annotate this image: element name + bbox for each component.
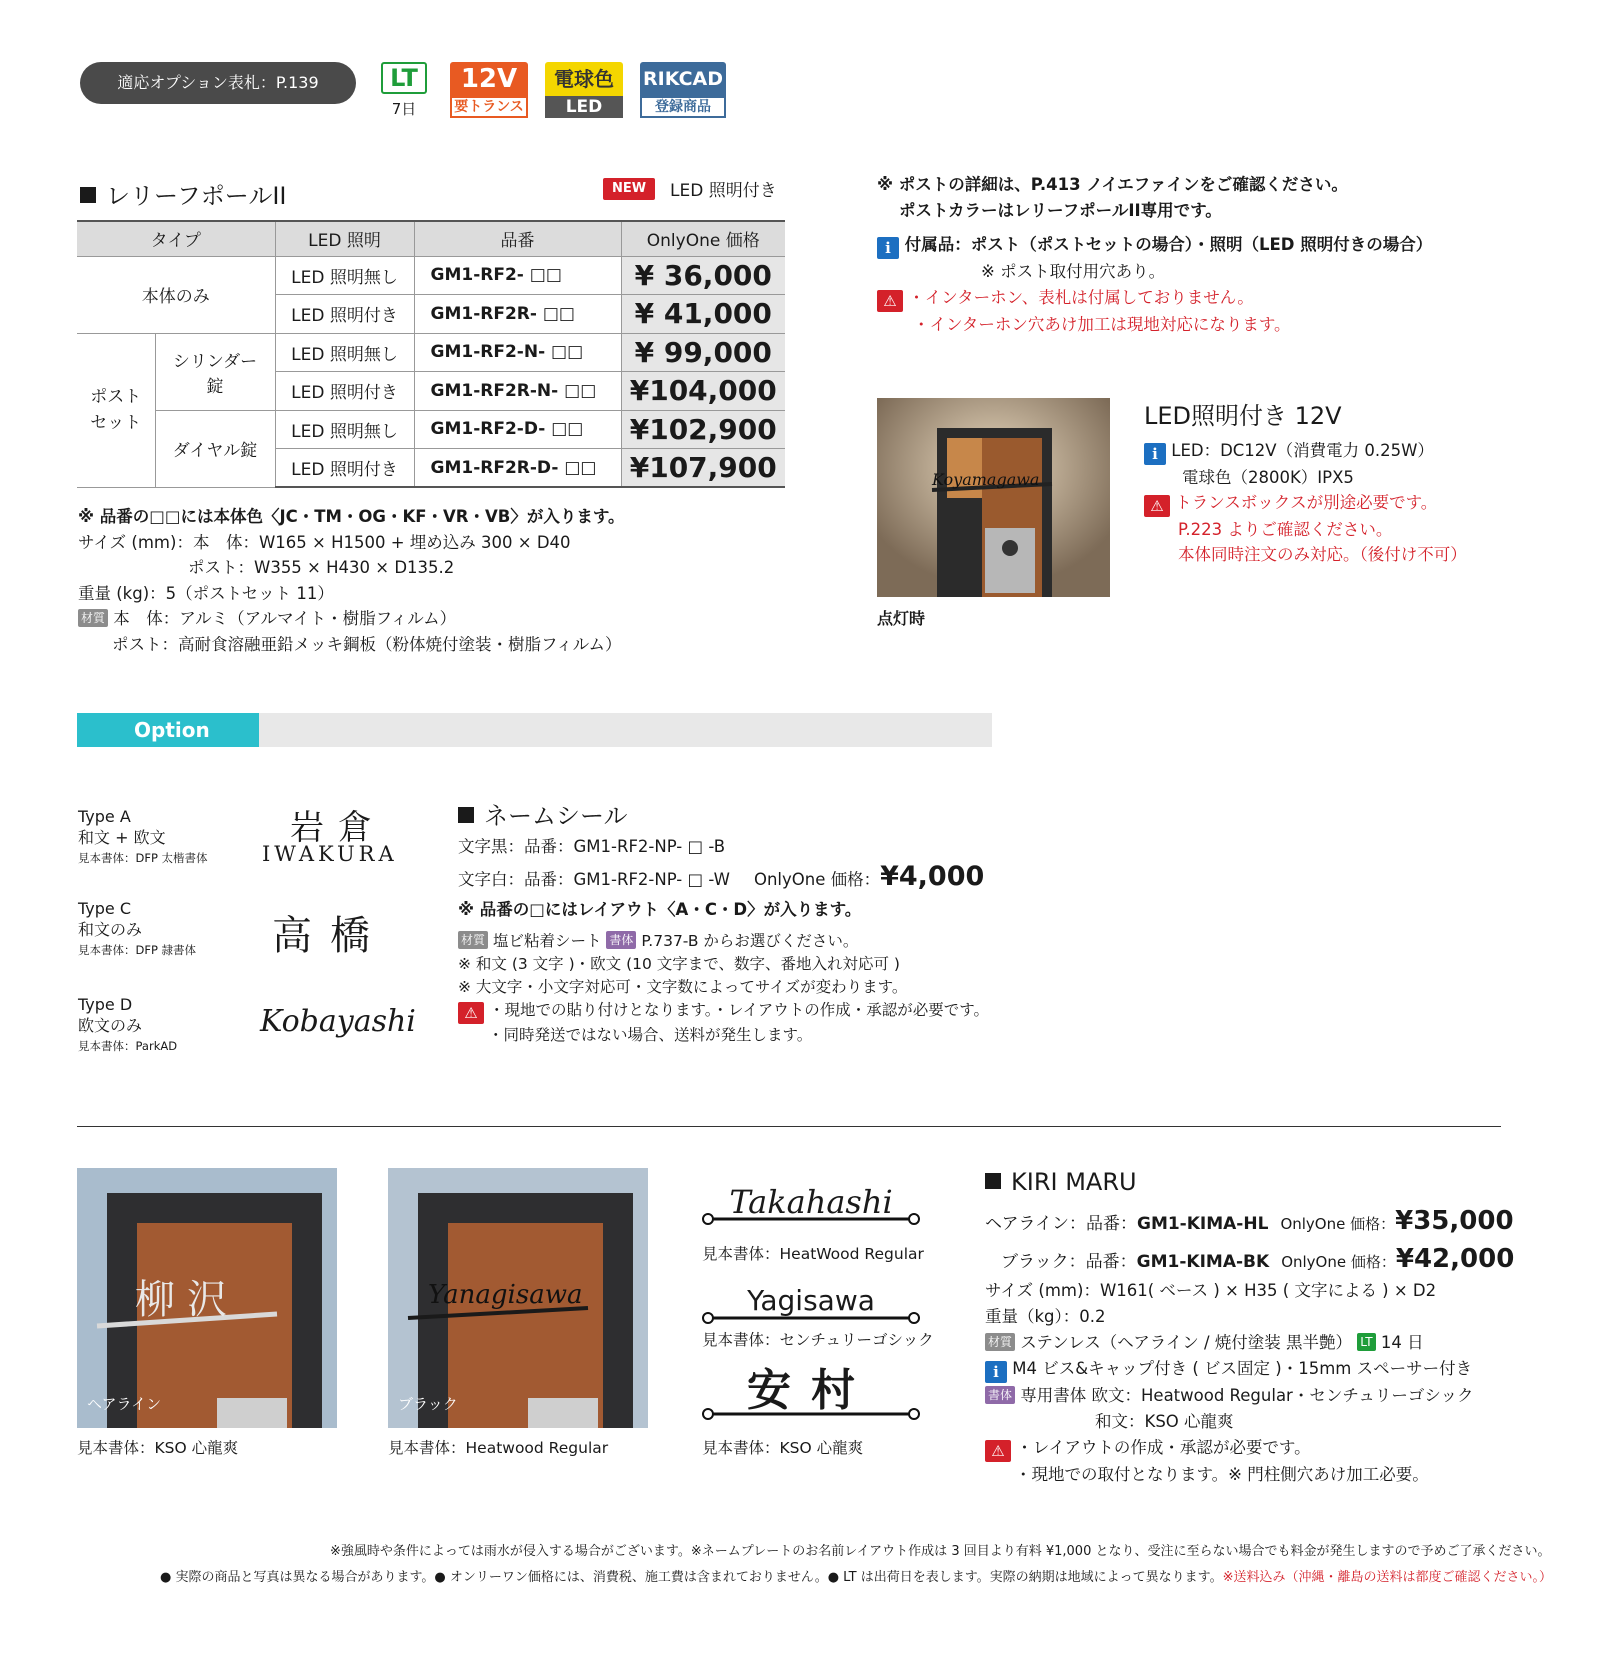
kirimaru-hairline-row: ヘアライン：品番：GM1-KIMA-HL OnlyOne 価格：¥35,000 [985,1206,1514,1236]
option-label: Option [77,713,259,747]
name-seal-material: 材質 塩ビ粘着シート 書体 P.737-B からお選びください。 [458,930,989,953]
black-plate-text: Yanagisawa [428,1280,583,1310]
plate-bar-icon [702,1408,920,1420]
name-seal-warn-1: ⚠ ・現地での貼り付けとなります。・レイアウトの作成・承認が必要です。 [458,999,989,1024]
accessory-sub: ※ ポスト取付用穴あり。 [981,262,1166,281]
led-warn-1: ⚠ トランスボックスが別途必要です。 [1144,490,1467,517]
type-c-sample-jp: 高橋 [272,913,388,959]
kirimaru-black-row: ブラック：品番：GM1-KIMA-BK OnlyOne 価格：¥42,000 [1001,1244,1515,1274]
square-bullet-icon [985,1173,1001,1189]
hairline-photo-label: ヘアライン [87,1395,162,1413]
name-seal-notes [458,930,989,1047]
warning-icon: ⚠ [1144,495,1170,517]
kirimaru-hairline-price: ¥35,000 [1395,1206,1514,1236]
name-seal-black: 文字黒：品番：GM1-RF2-NP- □ -B [458,837,726,856]
type-c-font: 見本書体：DFP 隷書体 [78,943,197,957]
type-a-sample-en: IWAKURA [262,842,398,866]
post-note-1: ※ ポストの詳細は、P.413 ノイエファインをご確認ください。 [877,175,1348,194]
material-post: ポスト：高耐食溶融亜鉛メッキ鋼板（粉体焼付塗装・樹脂フィルム） [112,634,622,654]
kirimaru-warn-2: ・現地での取付となります。※ 門柱側穴あけ加工必要。 [1015,1465,1429,1484]
kirimaru-black-photo [388,1168,648,1428]
info-icon: i [985,1361,1007,1383]
kirimaru-hairline-photo [77,1168,337,1428]
kirimaru-material: 材質 ステンレス（ヘアライン / 焼付塗装 黒半艶） LT 14 日 [985,1330,1474,1356]
rikcad-badge-sub: 登録商品 [640,96,726,118]
header-led: LED 照明 [275,221,414,256]
sample-takahashi-caption: 見本書体：HeatWood Regular [702,1245,924,1263]
black-photo-caption: 見本書体：Heatwood Regular [388,1439,609,1457]
header-type: タイプ [77,221,275,256]
type-a-font: 見本書体：DFP 太楷書体 [78,851,208,865]
type-d-sample-en: Kobayashi [260,1004,416,1039]
kirimaru-title: KIRI MARU [985,1168,1137,1196]
type-d-block [78,994,177,1057]
name-seal-note-1: ※ 和文 (3 文字 )・欧文 (10 文字まで、数字、番地入れ対応可 ) [458,955,900,973]
kirimaru-accessory: i M4 ビス&キャップ付き ( ビス固定 )・15mm スペーサー付き [985,1356,1474,1383]
product-spec [78,504,625,658]
material-tag: 材質 [985,1333,1015,1351]
lt-badge: LT [381,62,427,94]
lit-pole-photo [877,398,1110,597]
name-seal-white-row: 文字白：品番：GM1-RF2-NP- □ -W OnlyOne 価格：¥4,000 [458,861,985,892]
led-warn-2: P.223 よりご確認ください。 [1178,520,1393,539]
kirimaru-size: サイズ (mm)：W161( ベース ) × H35 ( 文字による ) × D2 [985,1281,1437,1300]
led-cell: LED 照明無し [275,256,414,295]
type-a-sample-jp: 岩倉 [290,808,386,848]
header-code: 品番 [414,221,621,256]
type-d-font: 見本書体：ParkAD [78,1039,178,1053]
led-cell: LED 照明付き [275,295,414,334]
rikcad-badge: RIKCAD [640,62,726,96]
type-a-label: Type A [78,807,131,826]
12v-badge: 12V [450,62,528,96]
led-spec-color: 電球色（2800K）IPX5 [1182,468,1354,487]
subtype-cylinder: シリンダー錠 [155,333,275,410]
plate-bar-icon [702,1213,920,1225]
new-badge: NEW [603,178,655,200]
name-seal-price: ¥4,000 [880,861,985,892]
type-post-set: ポスト セット [77,333,155,487]
led-note: LED 照明付き [670,181,777,201]
table-row [77,410,785,449]
footer-note-1: ※強風時や条件によっては雨水が侵入する場合がございます。※ネームプレートのお名前レイアウト作成は 3 回目より有料 ¥1,000 となり、受注に至らない場合でも料金が発生しますので予めご了承ください。 [330,1544,1551,1559]
kirimaru-weight: 重量（kg）：0.2 [985,1307,1106,1326]
table-header-row [77,221,785,256]
footer-note-2: ● 実際の商品と写真は異なる場合があります。● オンリーワン価格には、消費税、施工費は含まれておりません。● LT は出荷日を表します。実際の納期は地域によって異なります。※送料込み（沖縄・離島の送料は都度ご確認ください。） [160,1570,1553,1585]
price-cell: ¥104,000 [621,372,785,411]
subtype-dial: ダイヤル錠 [155,410,275,487]
square-bullet-icon [458,807,474,823]
warn-intercom: ⚠ ・インターホン、表札は付属しておりません。 [877,285,1432,312]
price-cell: ¥ 99,000 [621,333,785,372]
led-cell: LED 照明無し [275,410,414,449]
type-c-block [78,898,196,961]
name-seal-note-2: ※ 大文字・小文字対応可・文字数によってサイズが変わります。 [458,978,908,996]
kirimaru-black-price: ¥42,000 [1395,1244,1515,1274]
kirimaru-font-1: 書体 専用書体 欧文：Heatwood Regular・センチュリーゴシック [985,1383,1474,1409]
kirimaru-codes [985,1204,1514,1280]
led-spec-power: i LED：DC12V（消費電力 0.25W） [1144,438,1467,465]
square-bullet-icon [80,187,96,203]
photo-caption: 点灯時 [877,609,926,628]
name-seal-details [458,832,984,925]
sample-yagisawa: Yagisawa [702,1284,920,1324]
material-tag: 材質 [458,931,488,949]
12v-badge-sub: 要トランス [450,96,528,118]
option-ref-pill: 適応オプション表札：P.139 [80,62,356,104]
warning-icon: ⚠ [985,1440,1011,1462]
code-cell: GM1-RF2- □□ [414,256,621,295]
size-post: ポスト：W355 × H430 × D135.2 [188,558,455,578]
kirimaru-warn-1: ⚠ ・レイアウトの作成・承認が必要です。 [985,1435,1474,1462]
code-cell: GM1-RF2R- □□ [414,295,621,334]
type-body-only: 本体のみ [77,256,275,333]
black-photo-label: ブラック [398,1395,458,1413]
hairline-photo-caption: 見本書体：KSO 心龍爽 [77,1439,239,1457]
info-icon: i [1144,443,1166,465]
type-c-desc: 和文のみ [78,920,143,939]
plate-text: Koyamagawa [932,470,1040,489]
price-cell: ¥102,900 [621,410,785,449]
led-spec [1144,438,1467,567]
bulb-color-badge: 電球色 [545,62,623,96]
warning-icon: ⚠ [877,290,903,312]
warn-intercom-hole: ・インターホン穴あけ加工は現地対応になります。 [913,315,1291,334]
code-cell: GM1-RF2R-D- □□ [414,449,621,488]
type-a-desc: 和文 + 欧文 [78,828,166,847]
sample-yasumura: 安村 [702,1368,920,1422]
led-title: LED照明付き 12V [1144,402,1342,430]
led-warn-3: 本体同時注文のみ対応。（後付け不可） [1178,545,1467,564]
table-row [77,333,785,372]
type-d-label: Type D [78,995,133,1014]
lt-days: 7日 [391,100,417,118]
price-table [77,220,785,488]
type-c-label: Type C [78,899,132,918]
price-cell: ¥107,900 [621,449,785,488]
size-body: サイズ (mm)：本 体：W165 × H1500 + 埋め込み 300 × D40 [78,532,571,552]
code-cell: GM1-RF2-D- □□ [414,410,621,449]
led-cell: LED 照明無し [275,333,414,372]
accessory-note: i 付属品：ポスト（ポストセットの場合）・照明（LED 照明付きの場合） [877,232,1432,259]
post-note-2: ポストカラーはレリーフポールII専用です。 [899,201,1222,220]
product-title: レリーフポールII [80,176,286,211]
price-cell: ¥ 36,000 [621,256,785,295]
header-price: OnlyOne 価格 [621,221,785,256]
name-seal-title: ネームシール [458,796,628,831]
material-body: 材質 本 体：アルミ（アルマイト・樹脂フィルム） [78,606,625,632]
table-row [77,256,785,295]
type-d-desc: 欧文のみ [78,1016,143,1035]
hairline-plate-text: 柳沢 [135,1277,239,1323]
sample-yagisawa-caption: 見本書体：センチュリーゴシック [702,1331,934,1349]
pole-illustration [877,398,1110,597]
sample-takahashi: Takahashi [702,1185,920,1225]
post-notes [877,172,1432,338]
led-cell: LED 照明付き [275,449,414,488]
bulb-color-badge-sub: LED [545,96,623,118]
type-a-block [78,806,208,869]
weight: 重量 (kg)：5（ポストセット 11） [78,583,334,603]
code-cell: GM1-RF2R-N- □□ [414,372,621,411]
kirimaru-spec [985,1278,1474,1488]
code-cell: GM1-RF2-N- □□ [414,333,621,372]
info-icon: i [877,237,899,259]
led-cell: LED 照明付き [275,372,414,411]
kirimaru-font-2: 和文：KSO 心龍爽 [1095,1412,1234,1431]
warning-icon: ⚠ [458,1002,484,1024]
font-tag: 書体 [985,1386,1015,1404]
sample-yasumura-caption: 見本書体：KSO 心龍爽 [702,1439,864,1457]
plate-bar-icon [702,1312,920,1324]
price-cell: ¥ 41,000 [621,295,785,334]
material-tag: 材質 [78,609,108,627]
name-seal-warn-2: ・同時発送ではない場合、送料が発生します。 [488,1026,813,1044]
lt-tag: LT [1357,1333,1375,1351]
section-divider [77,1126,1501,1127]
color-note: ※ 品番の□□には本体色〈JC・TM・OG・KF・VR・VB〉が入ります。 [78,507,625,526]
font-tag: 書体 [606,931,636,949]
name-seal-layout-note: ※ 品番の□にはレイアウト〈A・C・D〉が入ります。 [458,900,862,919]
